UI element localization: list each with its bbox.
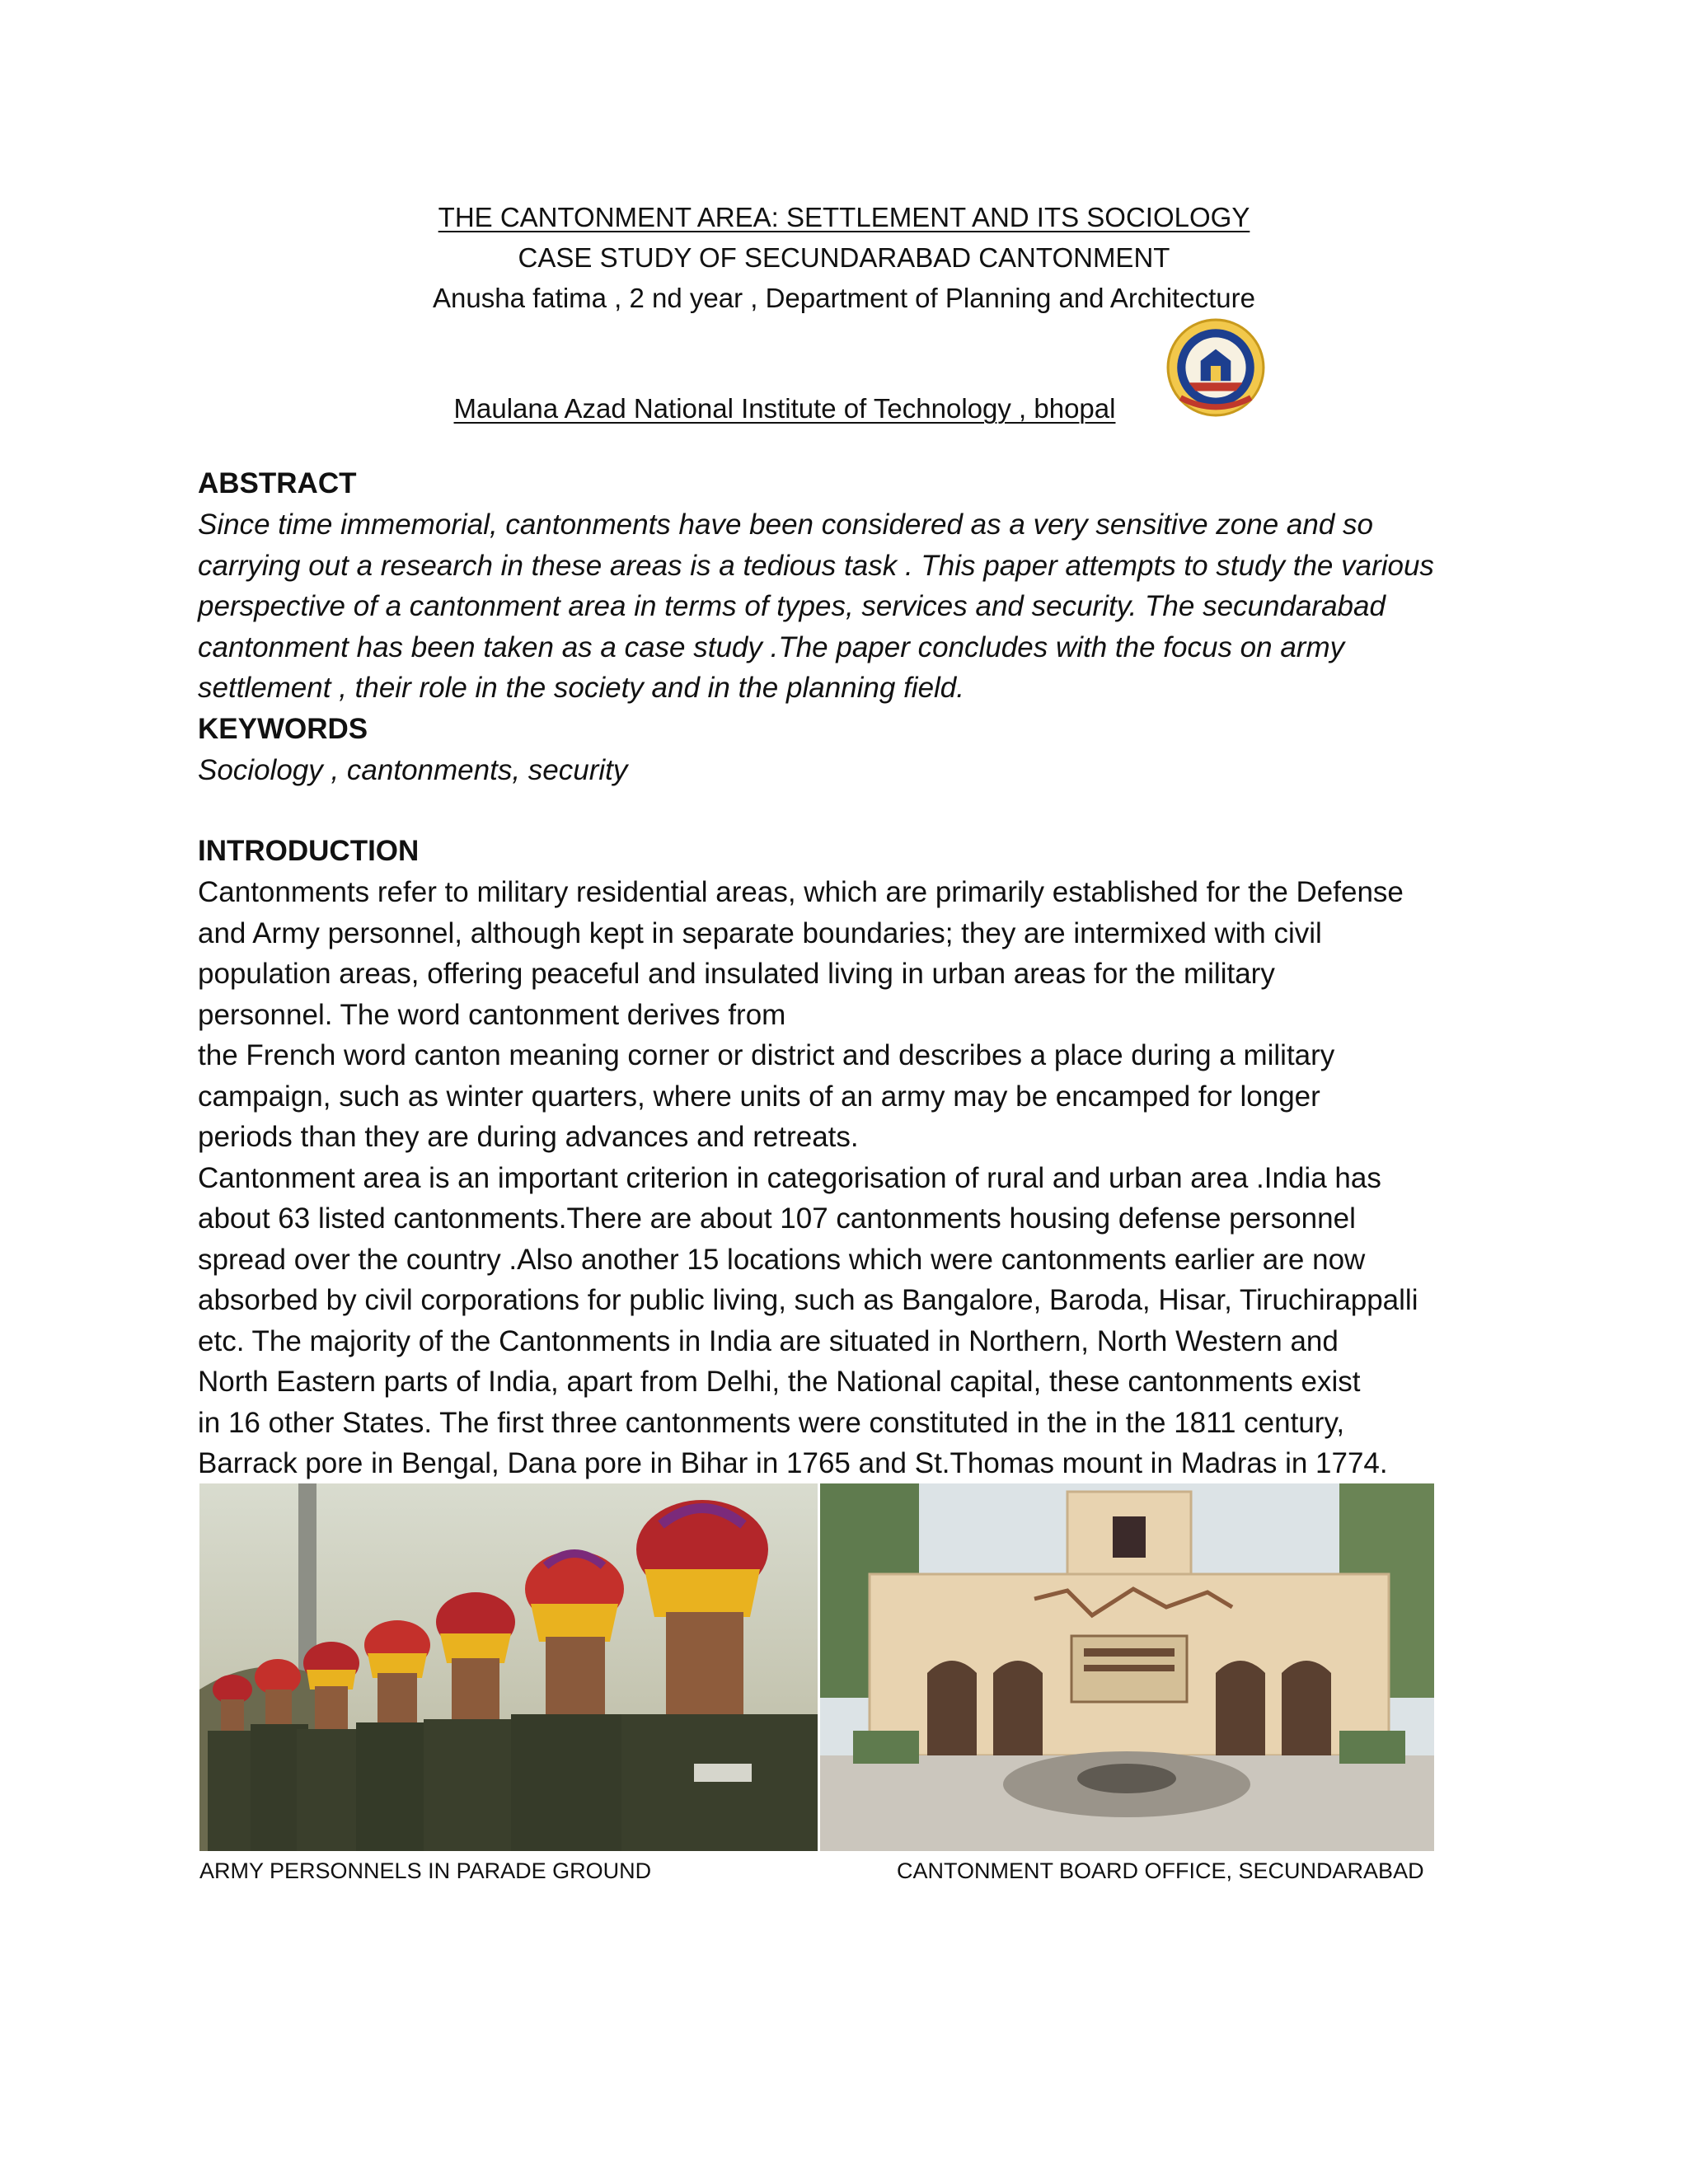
- institute-name: Maulana Azad National Institute of Technology , bhopal: [453, 393, 1116, 424]
- institute-line: [0, 391, 1670, 427]
- body-text: [198, 463, 1500, 1484]
- introduction-heading: INTRODUCTION: [198, 835, 420, 867]
- intro-line: periods than they are during advances and retreats.: [198, 1121, 859, 1153]
- abstract-text: [198, 504, 1500, 709]
- intro-line: absorbed by civil corporations for public living, such as Bangalore, Baroda, Hisar, Tiruchirappalli: [198, 1284, 1418, 1316]
- intro-line: Barrack pore in Bengal, Dana pore in Bihar in 1765 and St.Thomas mount in Madras in 1774.: [198, 1447, 1388, 1479]
- army-parade-photo: [199, 1483, 818, 1851]
- intro-line: North Eastern parts of India, apart from Delhi, the National capital, these cantonments exist: [198, 1366, 1361, 1398]
- intro-line: and Army personnel, although kept in separate boundaries; they are intermixed with civil: [198, 916, 1322, 949]
- intro-line: in 16 other States. The first three cantonments were constituted in the in the 1811 century,: [198, 1406, 1345, 1439]
- intro-line: the French word canton meaning corner or district and describes a place during a military: [198, 1039, 1335, 1071]
- intro-line: population areas, offering peaceful and insulated living in urban areas for the military: [198, 958, 1275, 990]
- figure-caption-office: CANTONMENT BOARD OFFICE, SECUNDARABAD: [897, 1858, 1424, 1883]
- intro-line: campaign, such as winter quarters, where units of an army may be encamped for longer: [198, 1080, 1320, 1113]
- abstract-line: carrying out a research in these areas is a tedious task . This paper attempts to study the various: [198, 549, 1434, 582]
- abstract-heading: ABSTRACT: [198, 467, 357, 499]
- paper-subtitle: CASE STUDY OF SECUNDARABAD CANTONMENT: [518, 242, 1170, 273]
- introduction-text: [198, 872, 1500, 1484]
- intro-line: etc. The majority of the Cantonments in India are situated in Northern, North Western and: [198, 1324, 1339, 1357]
- keywords-heading: KEYWORDS: [198, 712, 368, 745]
- abstract-line: settlement , their role in the society and in the planning field.: [198, 672, 964, 704]
- institute-seal-icon: [1165, 317, 1266, 418]
- cantonment-office-photo: [820, 1483, 1434, 1851]
- intro-line: personnel. The word cantonment derives from: [198, 998, 786, 1031]
- paper-title: THE CANTONMENT AREA: SETTLEMENT AND ITS SOCIOLOGY: [438, 202, 1250, 232]
- intro-line: Cantonment area is an important criterion in categorisation of rural and urban area .India has: [198, 1161, 1381, 1194]
- intro-line: about 63 listed cantonments.There are about 107 cantonments housing defense personnel: [198, 1202, 1356, 1235]
- abstract-line: cantonment has been taken as a case study .The paper concludes with the focus on army: [198, 630, 1345, 663]
- abstract-line: Since time immemorial, cantonments have been considered as a very sensitive zone and so: [198, 509, 1374, 541]
- figure-caption-army: ARMY PERSONNELS IN PARADE GROUND: [199, 1858, 652, 1883]
- keywords-text: Sociology , cantonments, security: [198, 753, 628, 786]
- author-line: Anusha fatima , 2 nd year , Department of Planning and Architecture: [433, 283, 1255, 313]
- intro-line: Cantonments refer to military residential areas, which are primarily established for the Defense: [198, 876, 1404, 908]
- abstract-line: perspective of a cantonment area in terms of types, services and security. The secundarabad: [198, 590, 1386, 622]
- intro-line: spread over the country .Also another 15 locations which were cantonments earlier are now: [198, 1243, 1366, 1276]
